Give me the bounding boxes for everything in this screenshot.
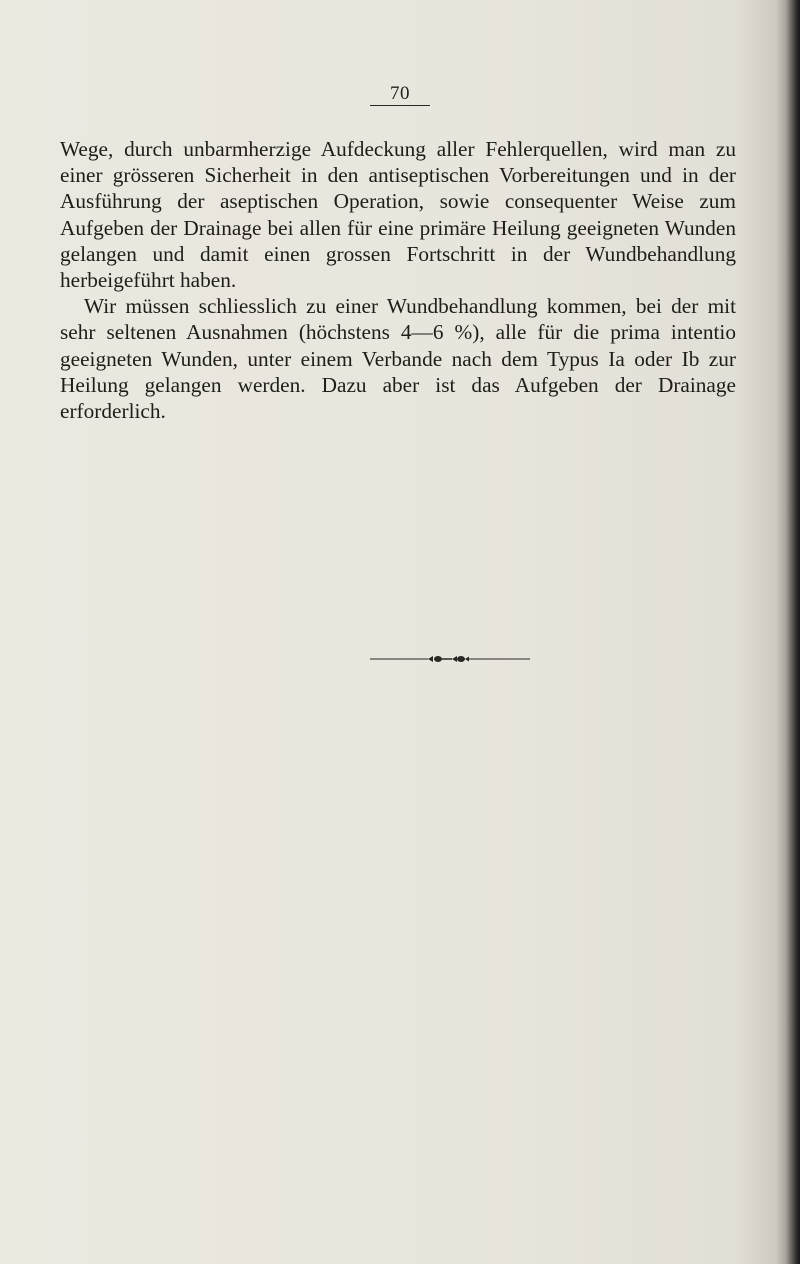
body-text [60,136,736,424]
paragraph-2: Wir müssen schliesslich zu einer Wundbehandlung kommen, bei der mit sehr seltenen Ausnahmen (höchstens 4—6 %), alle für die prima intentio geeigneten Wunden, unter einem Verbande nach dem Typus Ia oder Ib zur Heilung gelangen werden. Dazu aber ist das Aufgeben der Drainage erforderlich. [60,294,736,424]
page-binding-edge [786,0,800,1264]
section-end-ornament-icon [370,652,530,666]
paragraph-1: Wege, durch unbarmherzige Aufdeckung aller Fehlerquellen, wird man zu einer grösseren Sicherheit in den antiseptischen Vorbereitungen und in der Ausführung der aseptischen Operation, sowie consequenter Weise zum Aufgeben der Drainage bei allen für eine primäre Heilung geeigneten Wunden gelangen und damit einen grossen Fortschritt in der Wundbehandlung herbeigeführt haben. [60,137,736,293]
page-number: 70 [370,84,430,106]
